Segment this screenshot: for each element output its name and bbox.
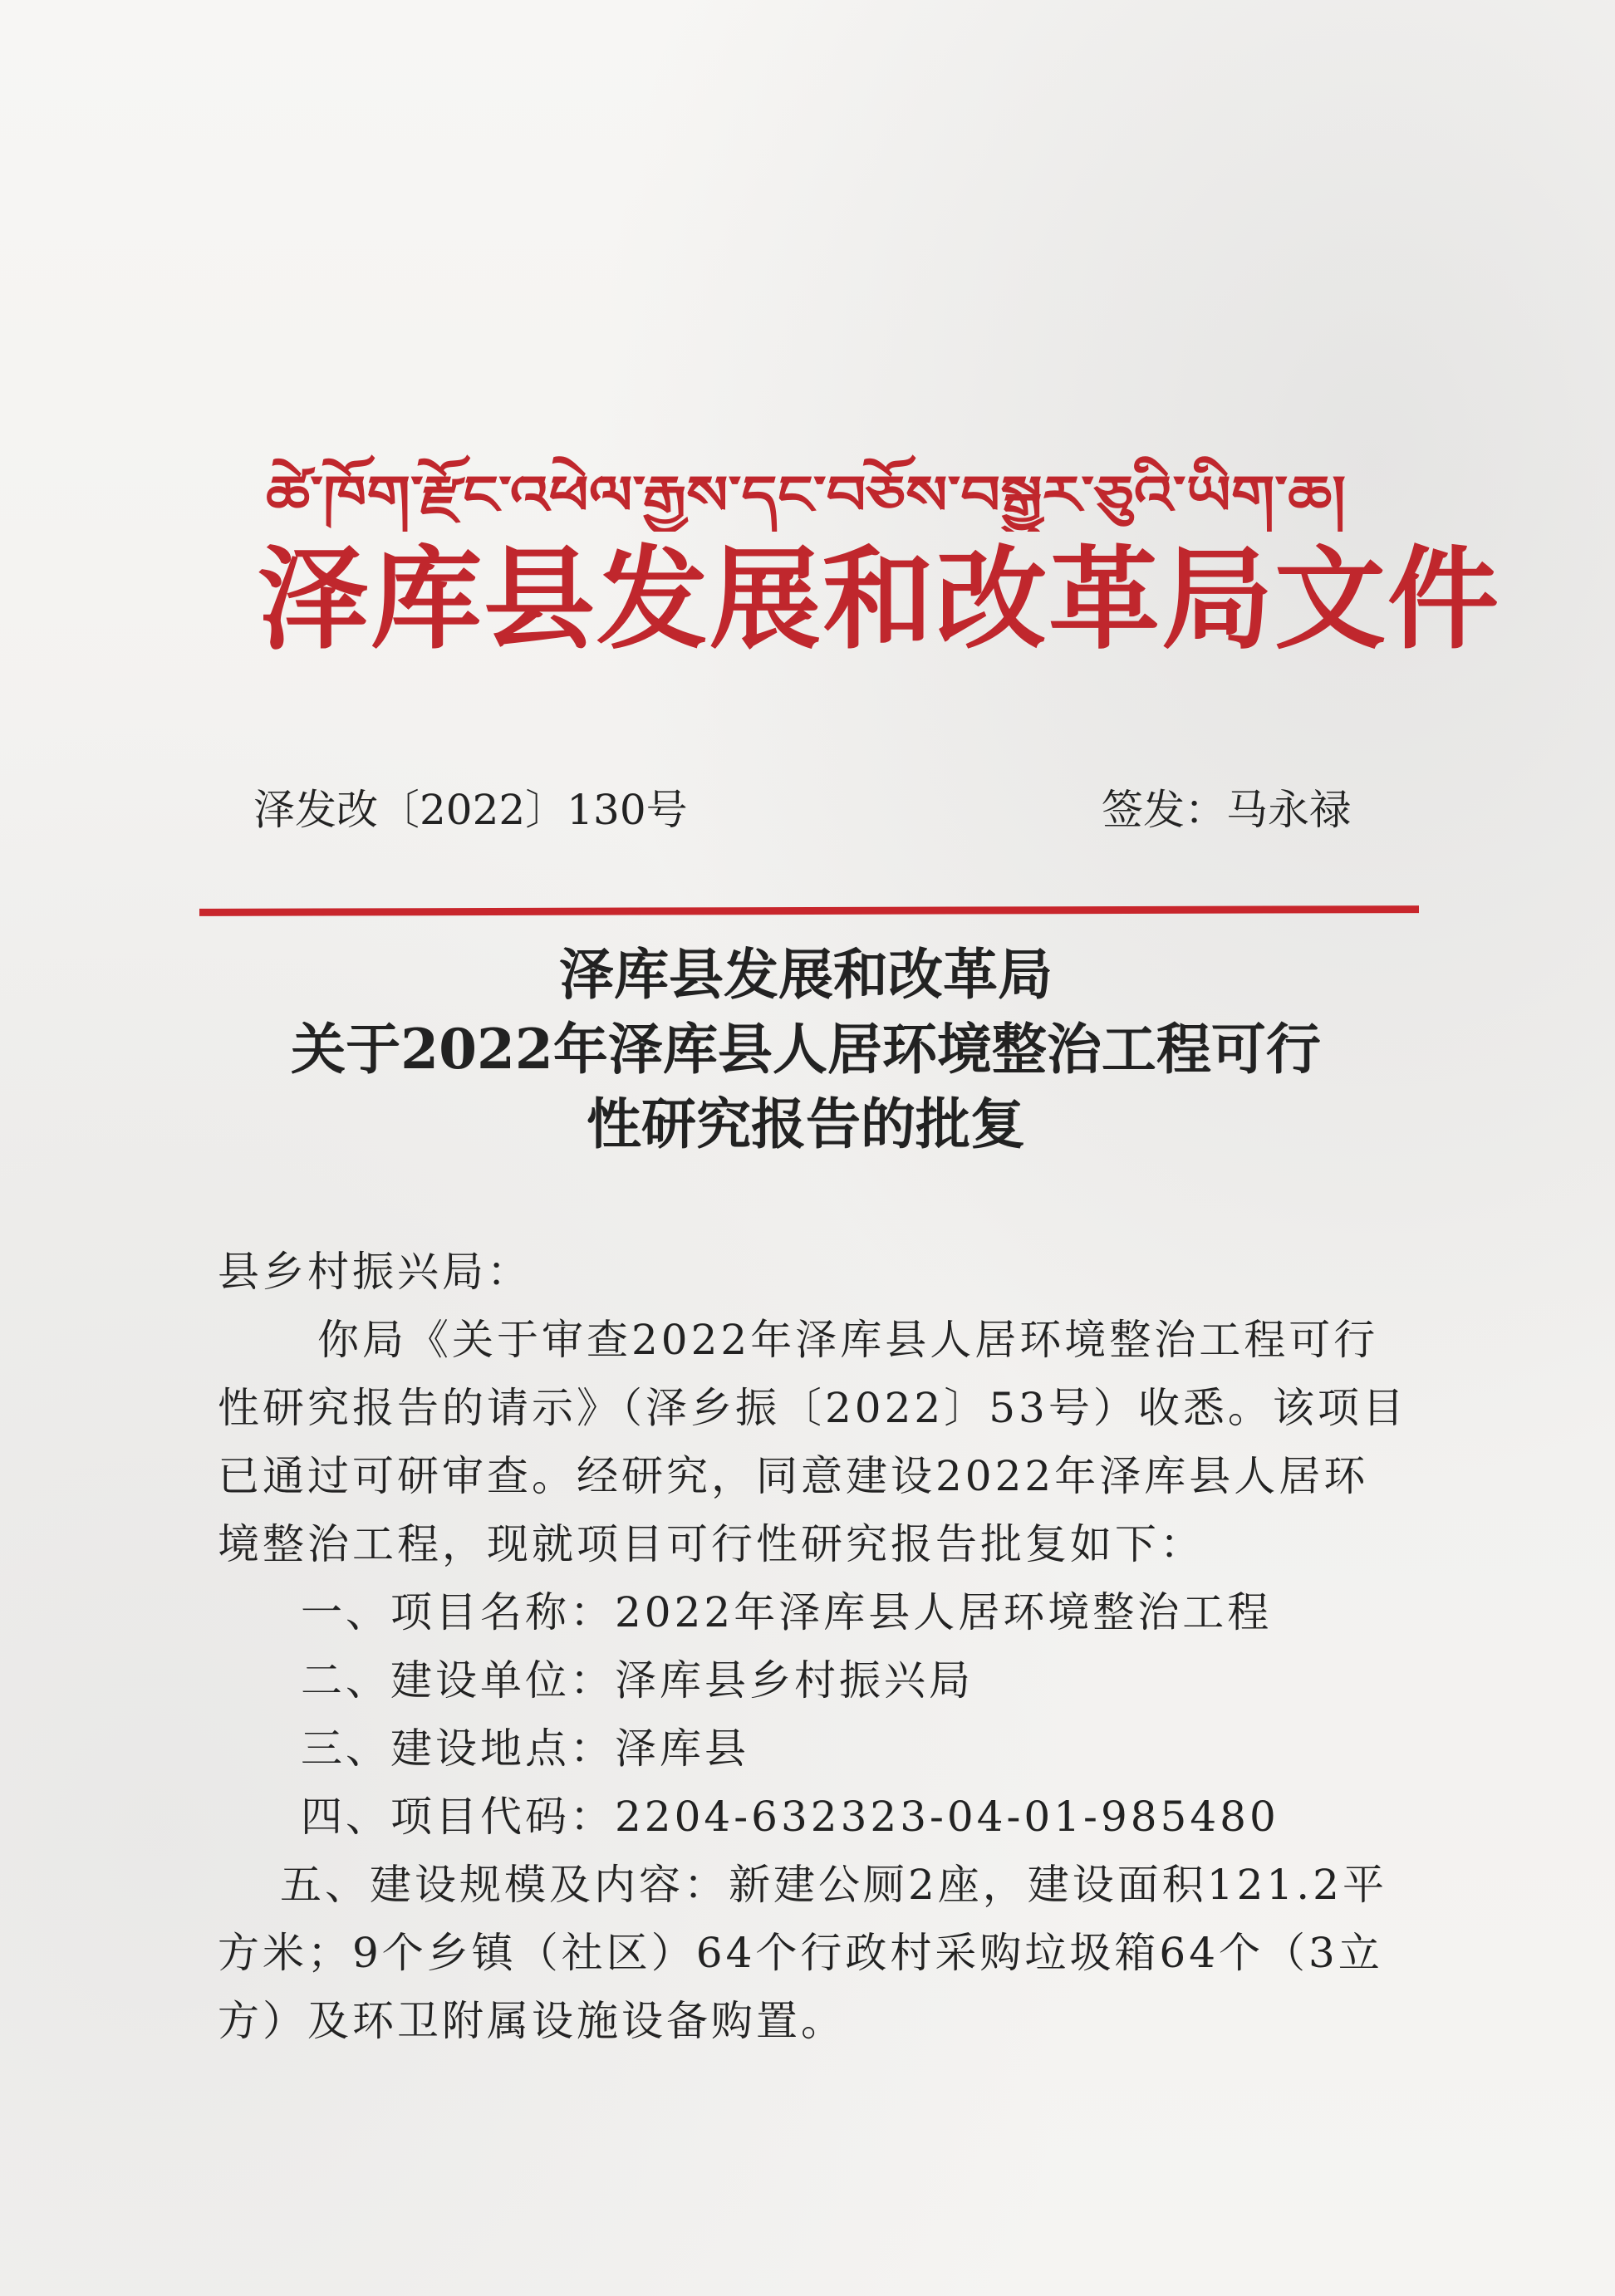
paragraph-1-line-1: 你局《关于审查2022年泽库县人居环境整治工程可行 [317,1316,1379,1364]
svg-text:ཚེ་ཁོག་རྫོང་འཕེལ་རྒྱས་དང་བཅོས་: ཚེ་ཁོག་རྫོང་འཕེལ་རྒྱས་དང་བཅོས་བསྒྱུར་ཅུའི་ཡིག་ཆ། [266,465,1190,527]
bureau-document-title: 泽库县发展和改革局文件 [258,535,1501,665]
document-body [218,1238,1407,2055]
item-construction-unit: 二、建设单位：泽库县乡村振兴局 [301,1656,974,1705]
reply-title-line-3: 性研究报告的批复 [587,1092,1025,1156]
item-scale-line-1: 五、建设规模及内容：新建公厕2座，建设面积121.2平 [280,1861,1387,1909]
tibetan-script-line [266,449,1346,532]
item-project-code: 四、项目代码：2204-632323-04-01-985480 [301,1793,1279,1841]
reply-title-line-1: 泽库县发展和改革局 [559,942,1053,1007]
tibetan-header [266,449,1346,532]
item-construction-location: 三、建设地点：泽库县 [301,1724,749,1773]
item-project-name: 一、项目名称：2022年泽库县人居环境整治工程 [301,1588,1273,1636]
reply-title-line-2: 关于2022年泽库县人居环境整治工程可行 [291,1017,1321,1082]
paragraph-1-line-4: 境整治工程，现就项目可行性研究报告批复如下： [218,1520,1205,1568]
paragraph-1-line-2: 性研究报告的请示》（泽乡振〔2022〕53号）收悉。该项目 [218,1384,1407,1432]
issuer-signature: 签发：马永禄 [1102,786,1351,834]
red-divider-line [199,905,1419,916]
item-scale-line-3: 方）及环卫附属设施设备购置。 [218,1997,846,2045]
salutation: 县乡村振兴局： [218,1248,532,1296]
reply-title [199,937,1412,1161]
paragraph-1-line-3: 已通过可研审查。经研究，同意建设2022年泽库县人居环 [218,1452,1369,1500]
item-scale-line-2: 方米；9个乡镇（社区）64个行政村采购垃圾箱64个（3立 [218,1929,1383,1977]
document-number: 泽发改〔2022〕130号 [253,786,688,834]
